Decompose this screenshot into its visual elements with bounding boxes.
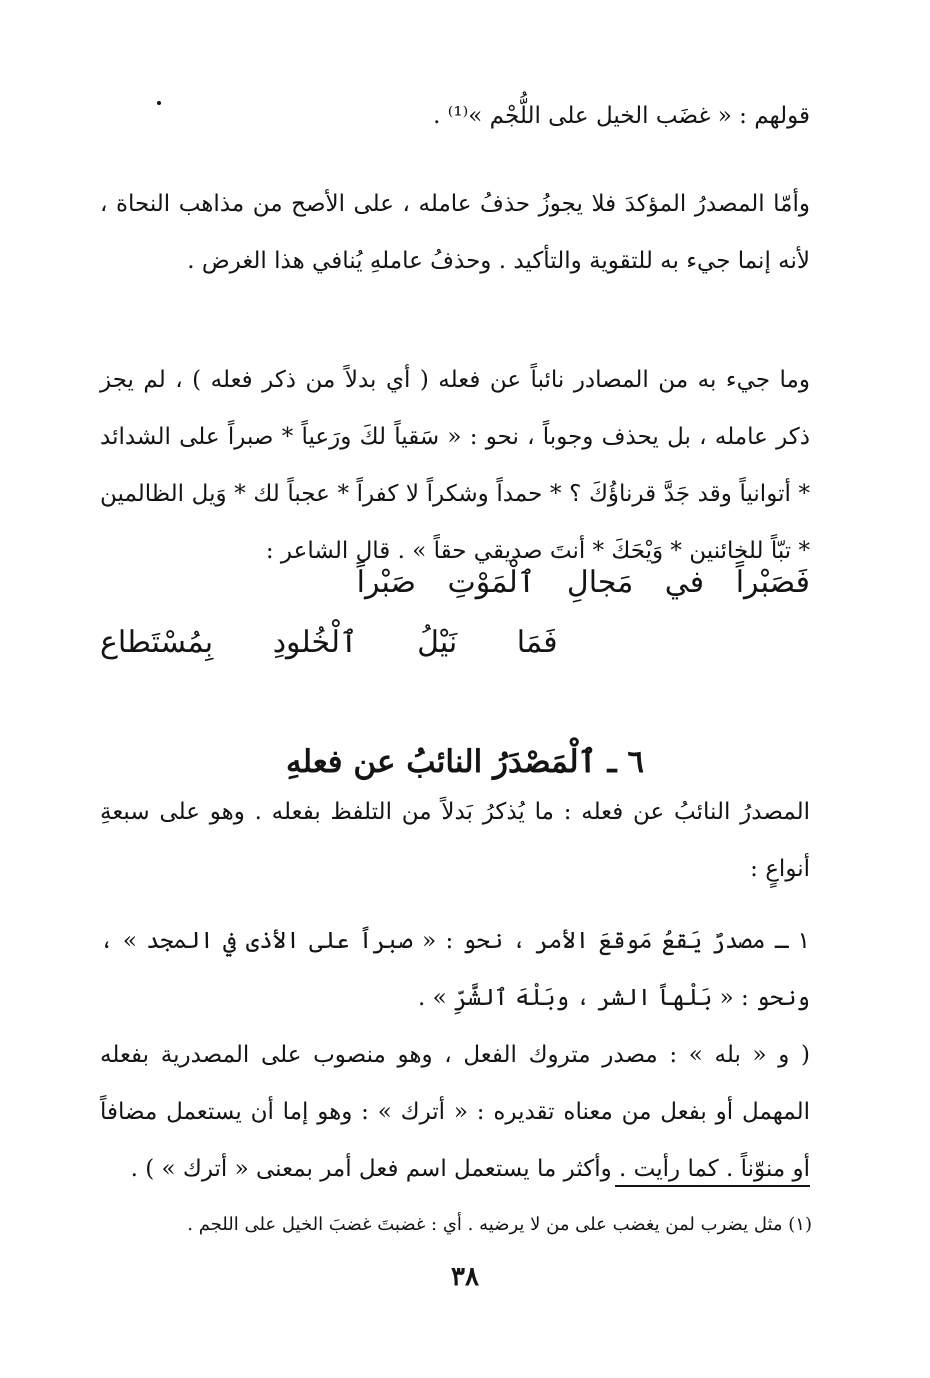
paragraph-emphatic-masdar: وأمّا المصدرُ المؤكدَ فلا يجوزُ حذفُ عامله ، على الأصح من مذاهب النحاة ، لأنه إنما جيء به للتقوية والتأكيد . وحذفُ عاملهِ يُنافي هذا الغرض . bbox=[100, 191, 810, 274]
verse-line-2: فَمَا نَيْلُ ٱلْخُلودِ بِمُسْتَطاع bbox=[100, 625, 558, 660]
paragraph-definition: المصدرُ النائبُ عن فعله : ما يُذكرُ بَدلاً من التلفظ بفعله . وهو على سبعةِ أنواعٍ : bbox=[100, 799, 810, 882]
paragraph-substitute-masdar: وما جيء به من المصادر نائباً عن فعله ( أي بدلاً من ذكر فعله ) ، لم يجز ذكر عامله ، بل يحذف وجوباً ، نحو : « سَقياً لكَ ورَعياً * صبراً على الشدائد * أتوانياً وقد جَدَّ قرناؤُكَ ؟ * حمداً وشكراً لا كفراً * عجباً لك * وَيل الظالمين * تبّاً للخائنين * وَيْحَكَ * أنتَ صديقي حقاً » . قال الشاعر : bbox=[100, 367, 810, 564]
section-heading: ٦ ـ ٱلْمَصْدَرُ النائبُ عن فعلهِ bbox=[285, 743, 645, 780]
paragraph-balh-note: ( و « بله » : مصدر متروك الفعل ، وهو منصوب على المصدرية بفعله المهمل أو بفعل من معناه تقديره : « أترك » : وهو إما أن يستعمل مضافاً أو منوّناً . كما رأيت . وأكثر ما يستعمل اسم فعل أمر بمعنى « أترك » ) . bbox=[100, 1042, 810, 1182]
page-number: ٣٨ bbox=[451, 1262, 479, 1292]
footnote: (١) مثل يضرب لمن يغضب على من لا يرضيه . أي : غضبتَ غضبَ الخيل على اللجم . bbox=[187, 1214, 812, 1235]
paragraph-type-1: ١ ـ مصدرٌ يَقعُ مَوقعَ الأمر ، نحو : « صبراً على الأذى في المجد » ، ونحو : « بَلْهاً الشر ، وبَلْهَ ٱلشَّرِّ » . bbox=[100, 928, 810, 1011]
paragraph-proverb: قولهم : « غضَب الخيل على اللُّجْم »⁽¹⁾ . bbox=[433, 103, 810, 129]
footnote-divider bbox=[615, 1185, 810, 1187]
verse-line-1: فَصَبْراً في مَجالِ ٱلْمَوْتِ صَبْراً bbox=[356, 565, 810, 600]
